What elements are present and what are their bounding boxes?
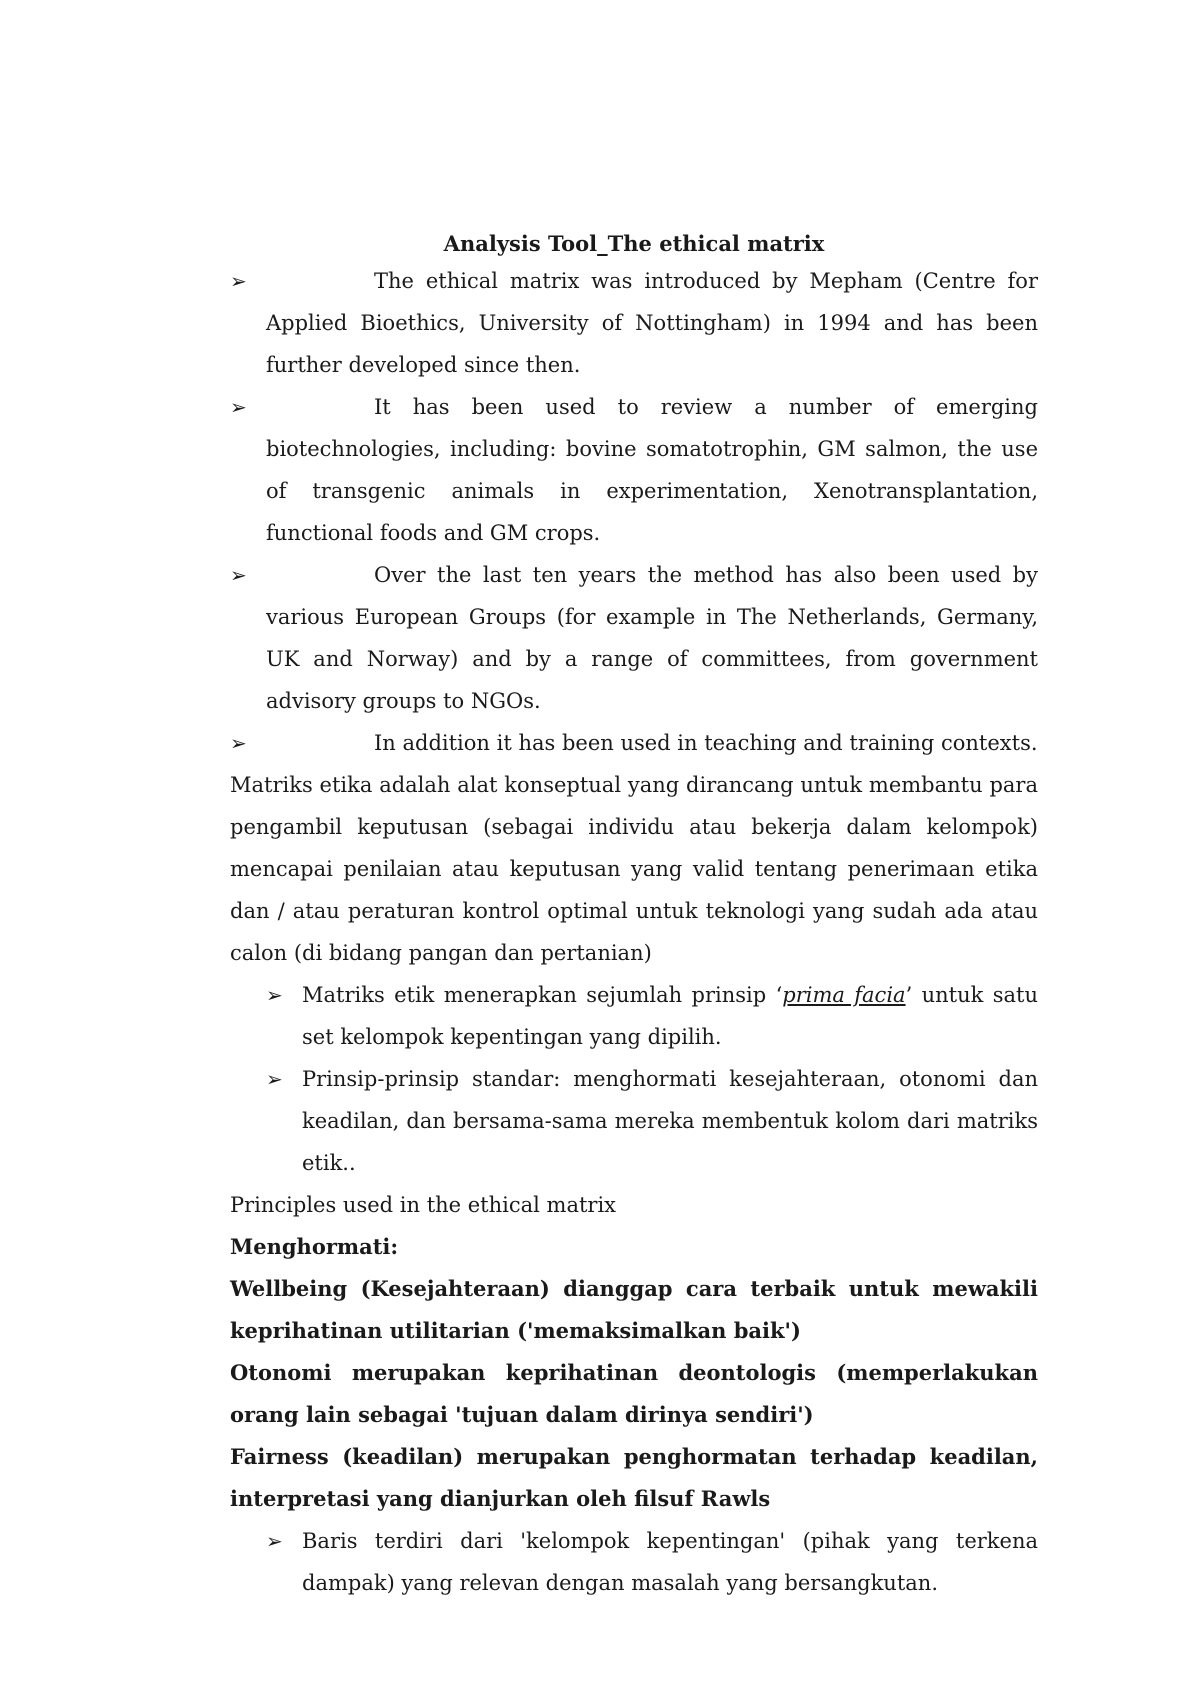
menghormati-heading: Menghormati: (230, 1234, 399, 1259)
sub-bullet (266, 1520, 1038, 1604)
arrow-bullet-icon: ➢ (230, 563, 247, 587)
document-title: Analysis Tool_The ethical matrix (443, 231, 825, 256)
sub-bullet (266, 1058, 1038, 1184)
arrow-bullet-icon: ➢ (230, 731, 247, 755)
wellbeing-paragraph: Wellbeing (Kesejahteraan) dianggap cara terbaik untuk mewakili keprihatinan utilitarian ('memaksimalkan baik') (230, 1276, 1038, 1343)
matriks-paragraph: Matriks etika adalah alat konseptual yang dirancang untuk membantu para pengambil keputusan (sebagai individu atau bekerja dalam kelompok) mencapai penilaian atau keputusan yang valid tentang penerimaan etika dan / atau peraturan kontrol optimal untuk teknologi yang sudah ada atau calon (di bidang pangan dan pertanian) (230, 773, 1038, 965)
intro-bullet-text: The ethical matrix was introduced by Mepham (Centre for Applied Bioethics, University of Nottingham) in 1994 and has been further developed since then. (266, 269, 1038, 377)
principles-heading: Principles used in the ethical matrix (230, 1193, 617, 1217)
arrow-bullet-icon: ➢ (230, 269, 247, 293)
arrow-bullet-icon: ➢ (266, 1067, 283, 1091)
arrow-bullet-icon: ➢ (266, 983, 283, 1007)
fairness-paragraph: Fairness (keadilan) merupakan penghormatan terhadap keadilan, interpretasi yang dianjurkan oleh filsuf Rawls (230, 1444, 1038, 1511)
sub-bullet (266, 974, 1038, 1058)
intro-bullet-text: In addition it has been used in teaching and training contexts. (374, 731, 1038, 755)
intro-bullet (230, 722, 1038, 764)
intro-bullet (230, 260, 1038, 386)
intro-bullet-text: Over the last ten years the method has also been used by various European Groups (for example in The Netherlands, Germany, UK and Norway) and by a range of committees, from government advisory groups to NGOs. (266, 563, 1038, 713)
prima-facia-emphasis: prima facia (782, 983, 906, 1007)
otonomi-paragraph: Otonomi merupakan keprihatinan deontologis (memperlakukan orang lain sebagai 'tujuan dalam dirinya sendiri') (230, 1360, 1038, 1427)
intro-bullet-text: It has been used to review a number of emerging biotechnologies, including: bovine somatotrophin, GM salmon, the use of transgenic animals in experimentation, Xenotransplantation, functional foods and GM crops. (266, 395, 1038, 545)
intro-bullet (230, 386, 1038, 554)
document-page (230, 228, 1038, 1604)
sub-bullet-text: Baris terdiri dari 'kelompok kepentingan' (pihak yang terkena dampak) yang relevan dengan masalah yang bersangkutan. (302, 1529, 1038, 1595)
sub-bullet-text-before: Matriks etik menerapkan sejumlah prinsip ‘ (302, 983, 783, 1007)
arrow-bullet-icon: ➢ (266, 1529, 283, 1553)
sub-bullet-text-after: ’ untuk satu set kelompok kepentingan yang dipilih. (302, 983, 1038, 1049)
arrow-bullet-icon: ➢ (230, 395, 247, 419)
sub-bullet-text: Prinsip-prinsip standar: menghormati kesejahteraan, otonomi dan keadilan, dan bersama-sama mereka membentuk kolom dari matriks etik.. (302, 1067, 1038, 1175)
intro-bullet (230, 554, 1038, 722)
